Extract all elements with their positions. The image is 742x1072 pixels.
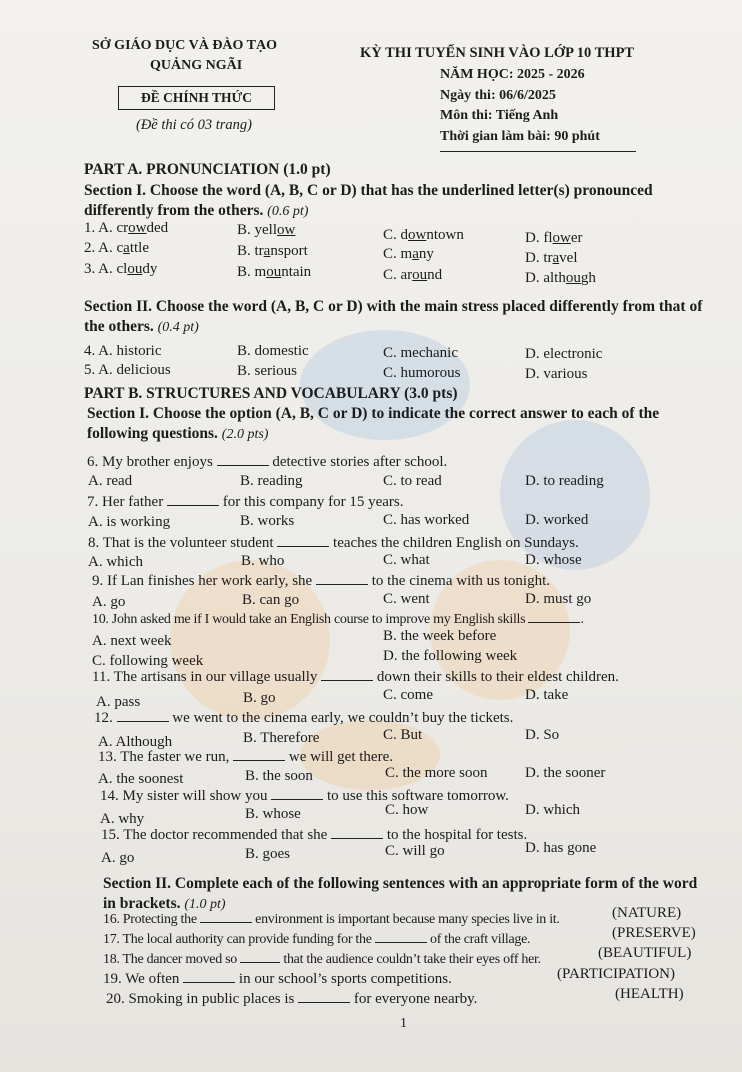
question-12-option-a: A. Although [98, 734, 173, 750]
question-5-option-b: B. serious [237, 363, 297, 379]
question-11-option-c: C. come [383, 687, 433, 703]
question-14-stem: 14. My sister will show you to use this software tomorrow. [100, 788, 509, 804]
question-10-stem: 10. John asked me if I would take an English course to improve my English skills . [92, 612, 584, 627]
question-15-option-d: D. has gone [525, 840, 597, 856]
question-4-option-c: C. mechanic [383, 345, 458, 361]
official-exam-badge: ĐỀ CHÍNH THỨC [118, 86, 275, 110]
question-18-keyword: (BEAUTIFUL) [598, 945, 692, 961]
question-3-option-b: B. mountain [237, 264, 312, 280]
question-15-option-c: C. will go [385, 843, 445, 859]
question-18: 18. The dancer moved so that the audience couldn’t take their eyes off her. [103, 952, 541, 967]
question-9-option-c: C. went [383, 591, 430, 607]
question-2-option-d: D. travel [525, 250, 578, 266]
question-12-option-b: B. Therefore [243, 730, 320, 746]
question-20-keyword: (HEALTH) [615, 986, 684, 1002]
department-name: SỞ GIÁO DỤC VÀ ĐÀO TẠO [92, 38, 278, 53]
question-9-option-a: A. go [92, 594, 126, 610]
question-20: 20. Smoking in public places is for everyone nearby. [106, 991, 478, 1007]
question-11-option-a: A. pass [96, 694, 141, 710]
question-15-stem: 15. The doctor recommended that she to the hospital for tests. [101, 827, 528, 843]
question-3-option-d: D. although [525, 270, 596, 286]
page-count-note: (Đề thi có 03 trang) [136, 117, 252, 133]
question-11-option-d: D. take [525, 687, 569, 703]
exam-date: Ngày thi: 06/6/2025 [440, 88, 556, 103]
part-a-section2-instruction: Section II. Choose the word (A, B, C or D) with the main stress placed differently from that of the others. (0.4 pt) [84, 298, 703, 335]
exam-title: KỲ THI TUYỂN SINH VÀO LỚP 10 THPT [360, 45, 635, 61]
question-2: 2. A. cattle [84, 240, 150, 256]
question-11-stem: 11. The artisans in our village usually down their skills to their eldest children. [92, 669, 619, 685]
question-19-keyword: (PARTICIPATION) [557, 966, 676, 982]
exam-subject: Môn thi: Tiếng Anh [440, 108, 559, 123]
question-6-option-c: C. to read [383, 473, 442, 489]
question-2-option-c: C. many [383, 246, 434, 262]
question-4-option-d: D. electronic [525, 346, 603, 362]
question-6-stem: 6. My brother enjoys detective stories after school. [87, 454, 448, 470]
page-number: 1 [400, 1016, 407, 1031]
question-15-option-a: A. go [101, 850, 135, 866]
question-7-option-a: A. is working [88, 514, 171, 530]
question-9-option-d: D. must go [525, 591, 592, 607]
header-divider [440, 151, 636, 152]
question-8-option-b: B. who [241, 553, 285, 569]
question-6-option-a: A. read [88, 473, 133, 489]
question-8-option-c: C. what [383, 552, 430, 568]
question-12-option-d: D. So [525, 727, 560, 743]
question-19: 19. We often in our school’s sports competitions. [103, 971, 452, 987]
question-8-option-d: D. whose [525, 552, 582, 568]
question-10-option-b: B. the week before [383, 628, 497, 644]
part-a-title: PART A. PRONUNCIATION (1.0 pt) [84, 161, 331, 178]
question-13-stem: 13. The faster we run, we will get there. [98, 749, 393, 765]
question-17-keyword: (PRESERVE) [612, 925, 696, 941]
part-a-section1-instruction [84, 181, 704, 222]
question-9-stem: 9. If Lan finishes her work early, she to the cinema with us tonight. [92, 573, 551, 589]
question-1: 1. A. crowded [84, 220, 169, 236]
question-15-option-b: B. goes [245, 846, 290, 862]
question-13-option-b: B. the soon [245, 768, 313, 784]
part-b-title: PART B. STRUCTURES AND VOCABULARY (3.0 pts) [84, 385, 458, 402]
question-5-option-c: C. humorous [383, 365, 461, 381]
question-13-option-c: C. the more soon [385, 765, 488, 781]
question-8-stem: 8. That is the volunteer student teaches the children English on Sundays. [88, 535, 579, 551]
question-12-stem: 12. we went to the cinema early, we couldn’t buy the tickets. [94, 710, 514, 726]
question-14-option-b: B. whose [245, 806, 301, 822]
question-7-option-c: C. has worked [383, 512, 470, 528]
part-b-section2-instruction: Section II. Complete each of the following sentences with an appropriate form of the word in brackets. (1.0 pt) [103, 875, 698, 912]
question-7-option-b: B. works [240, 513, 295, 529]
question-5: 5. A. delicious [84, 362, 171, 378]
question-3-option-c: C. around [383, 267, 443, 283]
question-14-option-a: A. why [100, 811, 145, 827]
question-4-option-b: B. domestic [237, 343, 309, 359]
question-2-option-b: B. transport [237, 243, 308, 259]
question-6-option-b: B. reading [240, 473, 303, 489]
question-10-option-a: A. next week [92, 633, 172, 649]
question-1-option-c: C. downtown [383, 227, 464, 243]
department-province: QUẢNG NGÃI [150, 58, 243, 73]
question-8-option-a: A. which [88, 554, 143, 570]
question-1-option-b: B. yellow [237, 222, 296, 238]
question-10-option-d: D. the following week [383, 648, 518, 664]
exam-duration: Thời gian làm bài: 90 phút [440, 129, 600, 144]
question-11-option-b: B. go [243, 690, 276, 706]
question-10-option-c: C. following week [92, 653, 204, 669]
question-5-option-d: D. various [525, 366, 588, 382]
question-6-option-d: D. to reading [525, 473, 604, 489]
question-1-option-d: D. flower [525, 230, 583, 246]
question-14-option-d: D. which [525, 802, 580, 818]
question-16-keyword: (NATURE) [612, 905, 682, 921]
question-7-option-d: D. worked [525, 512, 589, 528]
question-16: 16. Protecting the environment is important because many species live in it. [103, 912, 560, 927]
question-13-option-a: A. the soonest [98, 771, 184, 787]
part-b-section1-instruction: Section I. Choose the option (A, B, C or D) to indicate the correct answer to each of the following questions. (2.0 pts) [87, 405, 660, 442]
points-note: (0.6 pt) [267, 204, 309, 219]
school-year: NĂM HỌC: 2025 - 2026 [440, 67, 585, 82]
question-3: 3. A. cloudy [84, 261, 158, 277]
instruction-text: Section I. Choose the word (A, B, C or D) that has the underlined letter(s) pronounced differently from the others. [84, 182, 653, 219]
question-14-option-c: C. how [385, 802, 429, 818]
question-17: 17. The local authority can provide funding for the of the craft village. [103, 932, 531, 947]
question-13-option-d: D. the sooner [525, 765, 606, 781]
question-4: 4. A. historic [84, 343, 162, 359]
question-9-option-b: B. can go [242, 592, 300, 608]
question-7-stem: 7. Her father for this company for 15 years. [87, 494, 404, 510]
question-12-option-c: C. But [383, 727, 423, 743]
